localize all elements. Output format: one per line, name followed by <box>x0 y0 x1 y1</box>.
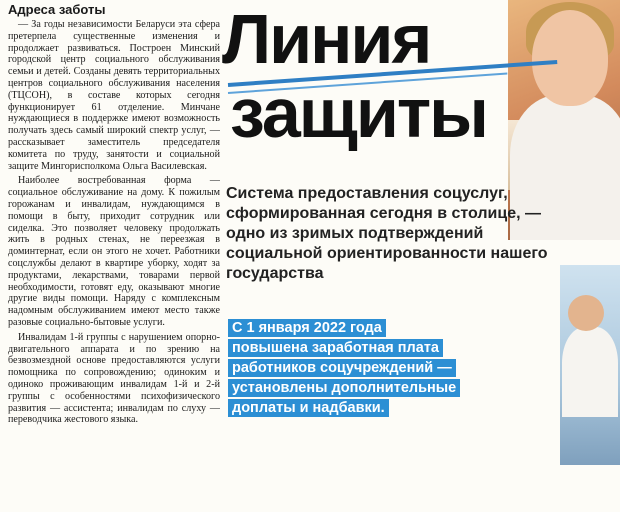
photo2-person-head <box>568 295 604 331</box>
article-sidebar-column <box>8 2 220 508</box>
photo2-person-body <box>562 327 618 417</box>
section-title: Адреса заботы <box>8 2 106 17</box>
body-text <box>8 19 220 426</box>
headline-line-1: Линия <box>222 0 431 78</box>
paragraph-1: — За годы независимости Беларуси эта сфера претерпела существенные изменения и продолжает развиваться. Построен Минский городской центр социального обслуживания семьи и детей. Созданы девять территориальных центров социального обслуживания населения (ТЦСОН), в составе которых сегодня функционирует 61 отделение. Минчане нуждающиеся в поддержке имеют возможность получать здесь самый широкий спектр услуг, — рассказывает заместитель председателя комитета по труду, занятости и социальной защите Мингорисполкома Ольга Василевская. <box>8 19 220 172</box>
headline <box>222 2 522 150</box>
paragraph-2: Наиболее востребованная форма — социальное обслуживание на дому. К пожилым горожанам и инвалидам, нуждающимся в помощи в быту, приходит сотрудник или сиделка. Это позволяет человеку продолжать жить в родных стенах, не переезжая в доминтернат, если он этого не хочет. Работники соцслужбы делают в квартире уборку, ходят за продуктами, лекарствами, товарами первой необходимости, готовят еду, оказывают многие другие виды помощи. Наряду с комплексным надомным обслуживанием имеют место также разовые социально-бытовые услуги. <box>8 175 220 328</box>
highlight-callout <box>228 318 458 418</box>
article-subtitle: Система предоставления соцуслуг, сформированная сегодня в столице, — одно из зримых подтверждений социальной ориентированности нашего государства <box>226 185 548 282</box>
highlight-text: С 1 января 2022 года повышена заработная плата работников соцучреждений — установлены дополнительные доплаты и надбавки. <box>228 319 460 417</box>
photo-secondary <box>560 265 620 465</box>
paragraph-3: Инвалидам 1-й группы с нарушением опорно-двигательного аппарата и по зрению на безвозмездной основе предоставляются услуги помощника по сопровождению; одиноким и одиноко проживающим инвалидам 1-й и 2-й группы с особенностями психофизического развития — ассистента; инвалидам по слуху — переводчика жестового языка. <box>8 331 220 426</box>
headline-line-2: защиты <box>230 74 487 152</box>
photo-person-face <box>532 10 608 106</box>
